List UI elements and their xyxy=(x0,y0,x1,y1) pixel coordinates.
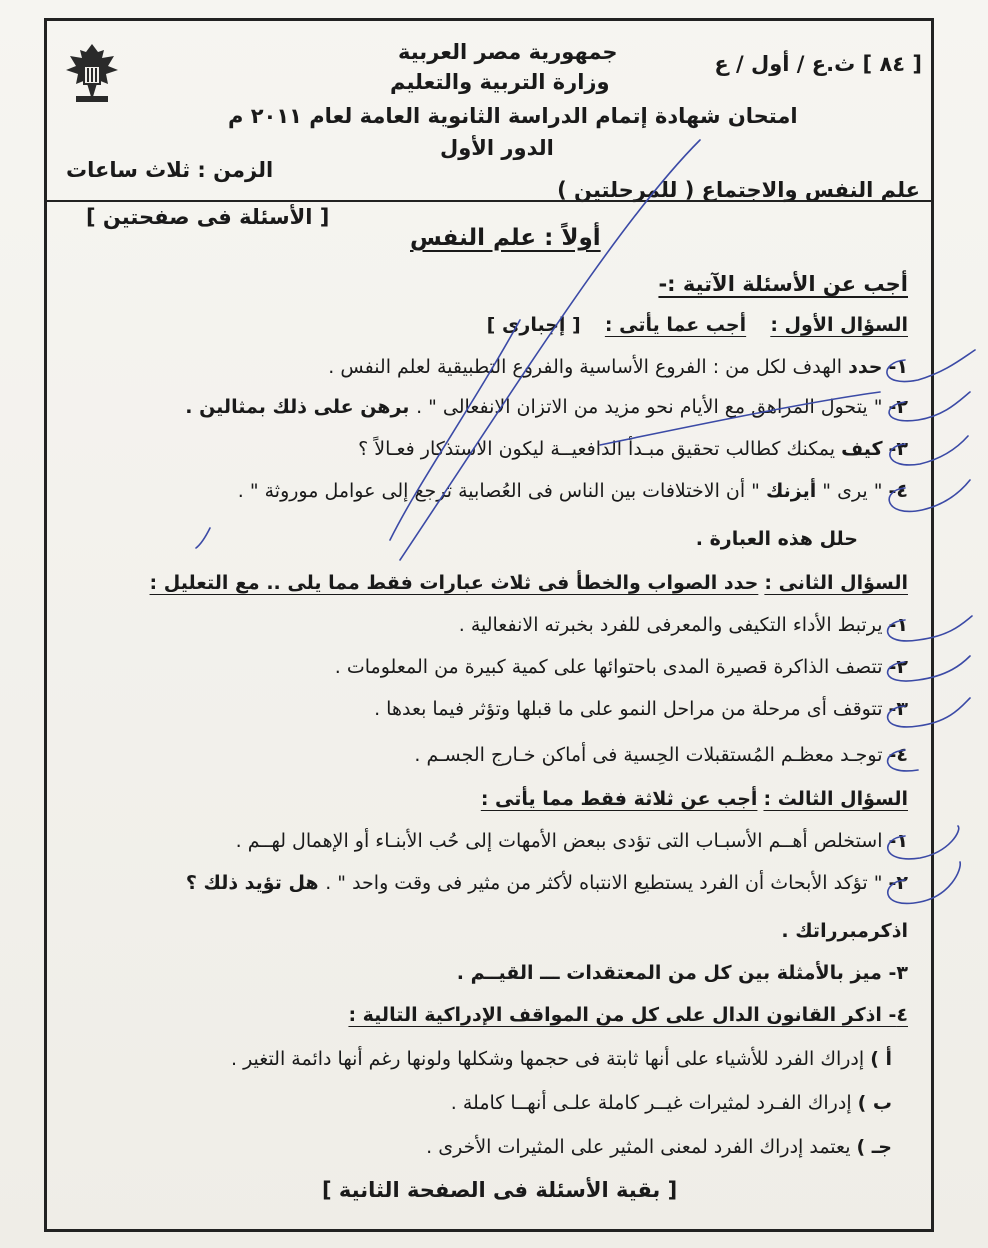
pages-note: [ الأسئلة فى صفحتين ] xyxy=(86,205,330,229)
q1-item: ٤-" يرى " أيزنك " أن الاختلافات بين الناس فى العُصابية ترجع إلى عوامل موروثة " . xyxy=(237,480,908,502)
instruction: أجب عن الأسئلة الآتية :- xyxy=(658,272,908,296)
q3-heading: السؤال الثالث : xyxy=(763,788,908,810)
exam-title: امتحان شهادة إتمام الدراسة الثانوية العامة لعام ٢٠١١ م xyxy=(228,104,798,128)
republic-title: جمهورية مصر العربية xyxy=(398,40,618,64)
exam-time: الزمن : ثلاث ساعات xyxy=(66,158,274,182)
q1-heading: السؤال الأول : xyxy=(770,314,908,336)
q2-task: حدد الصواب والخطأ فى ثلاث عبارات فقط مما يلى .. مع التعليل : xyxy=(149,572,759,594)
ministry-title: وزارة التربية والتعليم xyxy=(390,70,610,94)
q3-subitem: جـ )يعتمد إدراك الفرد لمعنى المثير على المثيرات الأخرى . xyxy=(426,1136,892,1158)
q1-task: أجب عما يأتى : xyxy=(604,314,747,336)
q3-subitem: ب )إدراك الفـرد لمثيرات غيــر كاملة علـى أنهــا كاملة . xyxy=(450,1092,892,1114)
q3-item4: ٤- اذكر القانون الدال على كل من المواقف الإدراكية التالية : xyxy=(348,1004,908,1026)
q1-heading-row xyxy=(487,314,908,336)
q3-subitem: أ )إدراك الفرد للأشياء على أنها ثابتة فى حجمها وشكلها ولونها رغم أنها دائمة التغير . xyxy=(230,1048,892,1070)
q3-task: أجب عن ثلاثة فقط مما يأتى : xyxy=(480,788,758,810)
q2-item: ٣-تتوقف أى مرحلة من مراحل النمو على ما قبلها وتؤثر فيما بعدها . xyxy=(374,698,908,720)
q3-reasons: اذكرمبرراتك . xyxy=(781,920,908,942)
q1-item: ٣-كيف يمكنك كطالب تحقيق مبـدأ الدافعيــة ليكون الاستذكار فعـالاً ؟ xyxy=(358,438,908,460)
q2-heading: السؤال الثانى : xyxy=(764,572,908,594)
q1-mandatory: [ إجبارى ] xyxy=(486,314,581,336)
header-divider xyxy=(47,200,931,202)
q1-item: ١-حدد الهدف لكل من : الفروع الأساسية والفروع التطبيقية لعلم النفس . xyxy=(328,356,908,378)
q1-analyze: حلل هذه العبارة . xyxy=(695,528,858,550)
q2-item: ١-يرتبط الأداء التكيفى والمعرفى للفرد بخبرته الانفعالية . xyxy=(458,614,908,636)
q3-item: ٢-" تؤكد الأبحاث أن الفرد يستطيع الانتباه لأكثر من مثير فى وقت واحد " . هل تؤيد ذلك ؟ xyxy=(185,872,908,894)
q2-item: ٢-تتصف الذاكرة قصيرة المدى باحتوائها على كمية كبيرة من المعلومات . xyxy=(334,656,908,678)
exam-subject: علم النفس والاجتماع ( للمرحلتين ) xyxy=(557,178,920,202)
q3-item3: ٣- ميز بالأمثلة بين كل من المعتقدات ـــ القيــم . xyxy=(456,962,908,984)
q3-item: ١-استخلص أهــم الأسبـاب التى تؤدى ببعض الأمهات إلى حُب الأبنـاء أو الإهمال لهــم . xyxy=(235,830,908,852)
eagle-emblem-icon xyxy=(62,40,122,106)
q1-item: ٢-" يتحول المراهق مع الأيام نحو مزيد من الاتزان الانفعالى " . برهن على ذلك بمثالين . xyxy=(185,396,908,418)
q2-item: ٤-توجـد معظـم المُستقبلات الحِسية فى أماكن خـارج الجسـم . xyxy=(414,744,908,766)
exam-code: [ ٨٤ ] ث.ع / أول / ع xyxy=(714,52,922,76)
section-title: أولاً : علم النفس xyxy=(410,225,601,251)
q2-heading-row xyxy=(150,572,908,594)
q3-heading-row xyxy=(481,788,908,810)
footer-note: [ بقية الأسئلة فى الصفحة الثانية ] xyxy=(322,1178,678,1202)
exam-round: الدور الأول xyxy=(440,136,554,160)
